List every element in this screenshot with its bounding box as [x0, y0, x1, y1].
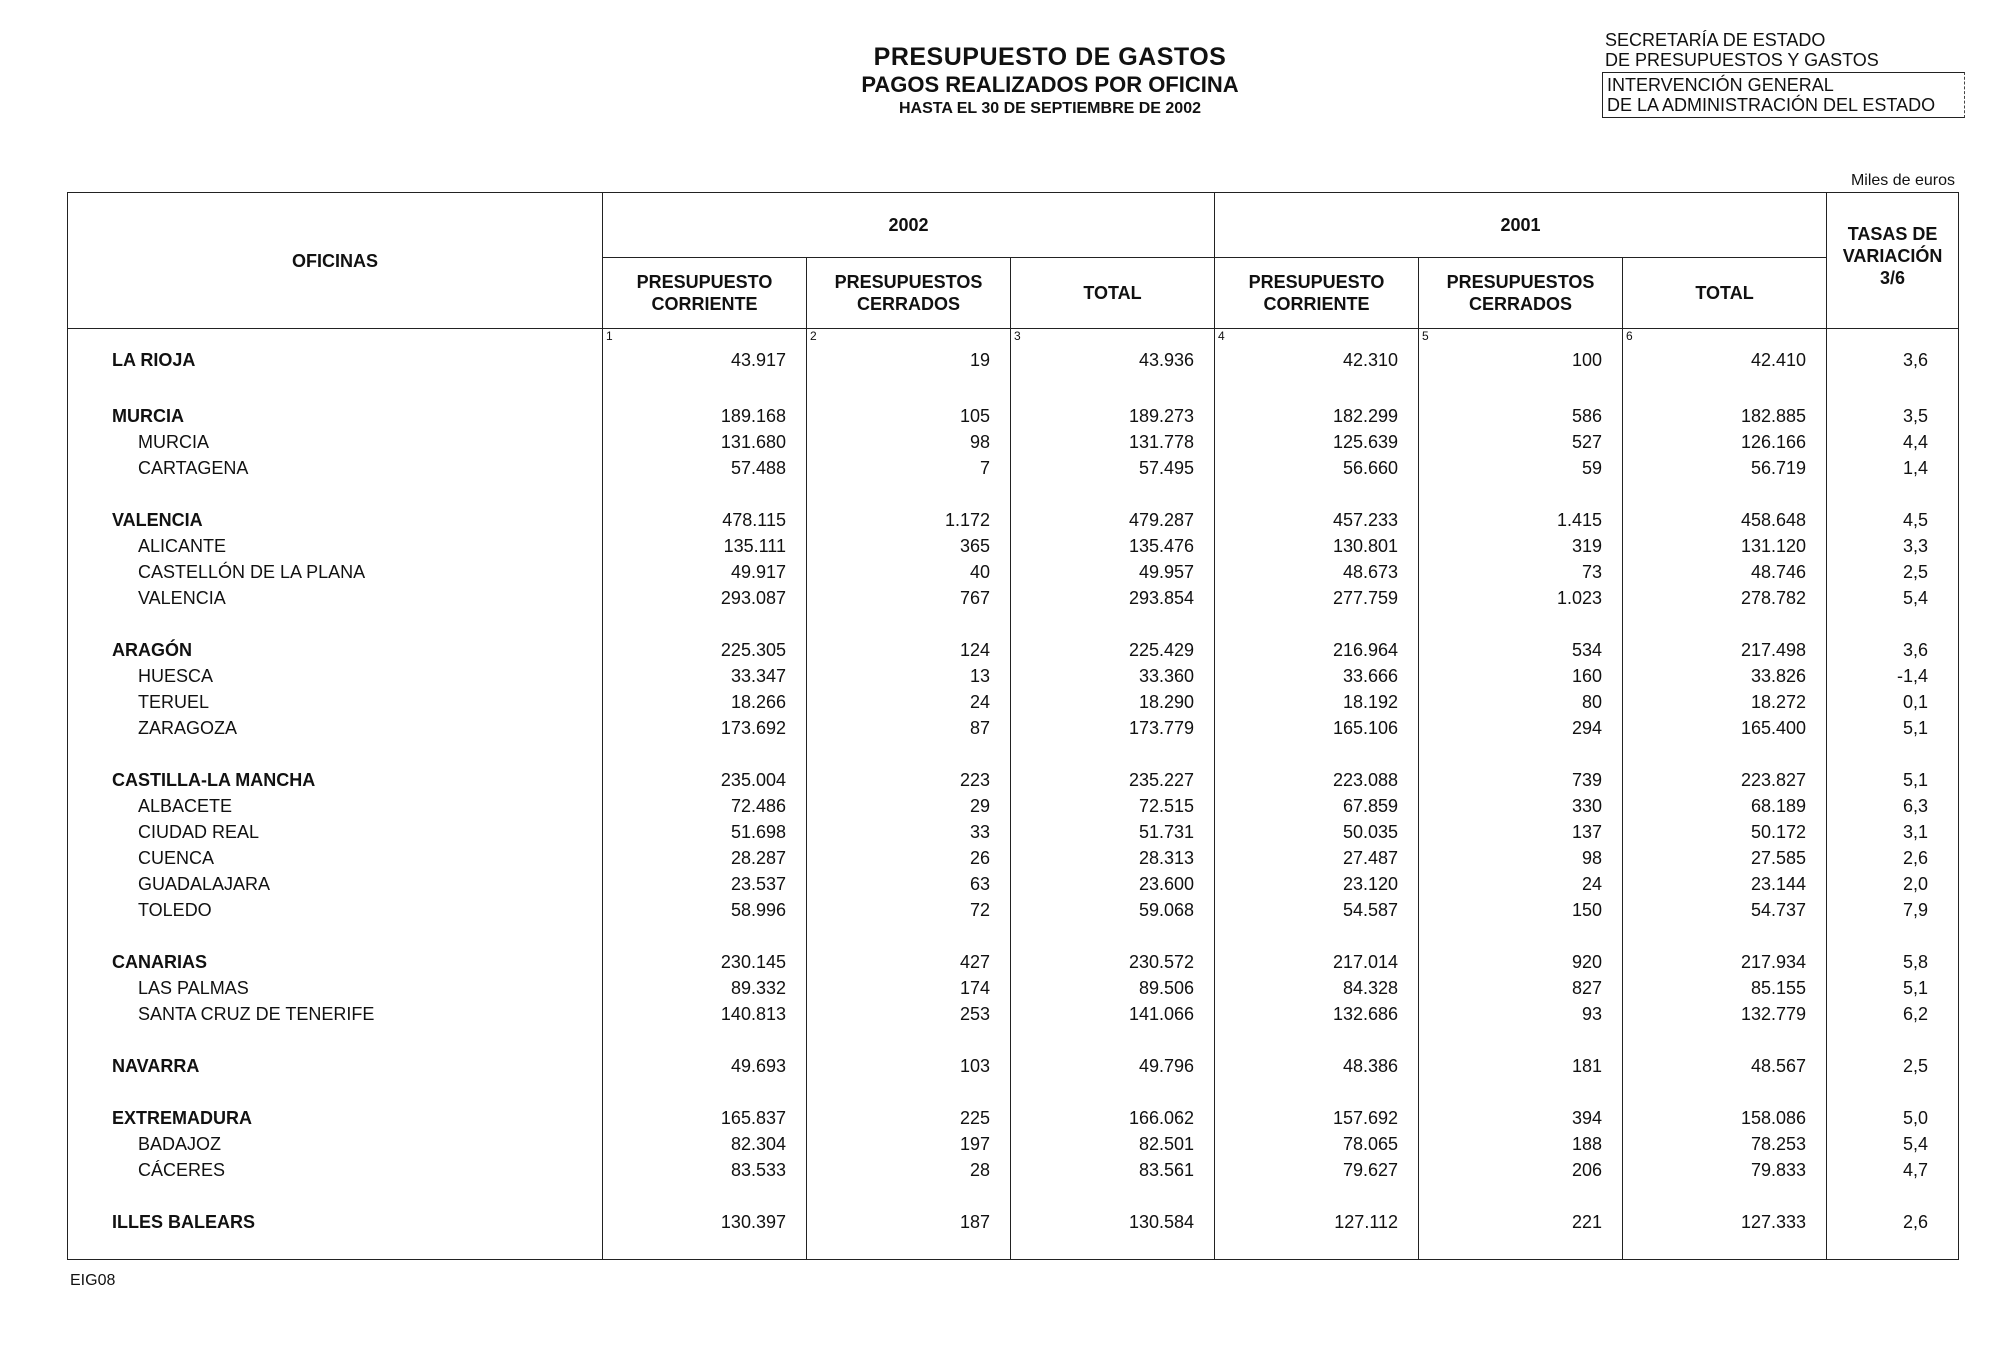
units-label: Miles de euros	[1850, 172, 1955, 189]
variation-rate: 2,5	[1827, 559, 1959, 585]
table-row-office	[68, 663, 1959, 689]
pres-corriente-2001: 56.660	[1215, 455, 1419, 481]
variation-rate: 5,1	[1827, 767, 1959, 793]
header-2002-cerrados: PRESUPUESTOS CERRADOS	[807, 258, 1011, 329]
total-2002: 49.796	[1011, 1053, 1215, 1079]
pres-corriente-2002: 49.693	[603, 1053, 807, 1079]
pres-corriente-2001: 457.233	[1215, 507, 1419, 533]
pres-corriente-2001: 165.106	[1215, 715, 1419, 741]
report-title-block	[700, 42, 1400, 120]
pres-cerrados-2001: 181	[1419, 1053, 1623, 1079]
pres-corriente-2002: 189.168	[603, 403, 807, 429]
table-row-office	[68, 689, 1959, 715]
pres-cerrados-2001: 59	[1419, 455, 1623, 481]
pres-corriente-2002: 131.680	[603, 429, 807, 455]
pres-corriente-2001: 48.673	[1215, 559, 1419, 585]
pres-cerrados-2002: 72	[807, 897, 1011, 923]
variation-rate: 3,6	[1827, 637, 1959, 663]
pres-corriente-2001: 132.686	[1215, 1001, 1419, 1027]
table-row-office	[68, 1131, 1959, 1157]
table-row-office	[68, 715, 1959, 741]
org-box	[1602, 72, 1965, 118]
total-2001: 223.827	[1623, 767, 1827, 793]
column-number: 2	[807, 329, 1011, 344]
pres-corriente-2002: 165.837	[603, 1105, 807, 1131]
table-row-office	[68, 455, 1959, 481]
header-2001-corriente: PRESUPUESTO CORRIENTE	[1215, 258, 1419, 329]
office-name: LAS PALMAS	[68, 975, 603, 1001]
total-2001: 48.746	[1623, 559, 1827, 585]
pres-corriente-2002: 18.266	[603, 689, 807, 715]
pres-cerrados-2002: 225	[807, 1105, 1011, 1131]
variation-rate: 3,1	[1827, 819, 1959, 845]
table-row-office	[68, 1157, 1959, 1183]
column-number-row	[68, 329, 1959, 344]
pres-cerrados-2001: 80	[1419, 689, 1623, 715]
total-2001: 217.934	[1623, 949, 1827, 975]
pres-cerrados-2001: 160	[1419, 663, 1623, 689]
pres-cerrados-2002: 26	[807, 845, 1011, 871]
pres-cerrados-2002: 187	[807, 1209, 1011, 1260]
table-row-region	[68, 637, 1959, 663]
header-2002-corriente: PRESUPUESTO CORRIENTE	[603, 258, 807, 329]
variation-rate: 6,3	[1827, 793, 1959, 819]
total-2001: 18.272	[1623, 689, 1827, 715]
pres-corriente-2002: 225.305	[603, 637, 807, 663]
total-2001: 50.172	[1623, 819, 1827, 845]
pres-cerrados-2001: 100	[1419, 343, 1623, 377]
total-2002: 131.778	[1011, 429, 1215, 455]
table-row-office	[68, 1001, 1959, 1027]
total-2001: 182.885	[1623, 403, 1827, 429]
office-name: CÁCERES	[68, 1157, 603, 1183]
total-2001: 278.782	[1623, 585, 1827, 611]
total-2002: 82.501	[1011, 1131, 1215, 1157]
pres-corriente-2001: 27.487	[1215, 845, 1419, 871]
pres-cerrados-2002: 19	[807, 343, 1011, 377]
pres-cerrados-2002: 33	[807, 819, 1011, 845]
variation-rate: 4,5	[1827, 507, 1959, 533]
pres-cerrados-2002: 87	[807, 715, 1011, 741]
pres-cerrados-2002: 1.172	[807, 507, 1011, 533]
org-line-1: SECRETARÍA DE ESTADO	[1605, 30, 1826, 50]
total-2002: 83.561	[1011, 1157, 1215, 1183]
office-name: GUADALAJARA	[68, 871, 603, 897]
column-number: 3	[1011, 329, 1215, 344]
total-2001: 132.779	[1623, 1001, 1827, 1027]
column-number: 5	[1419, 329, 1623, 344]
pres-cerrados-2002: 7	[807, 455, 1011, 481]
header-year-2001: 2001	[1215, 193, 1827, 258]
spacer-row	[68, 1027, 1959, 1053]
total-2001: 217.498	[1623, 637, 1827, 663]
table-row-region	[68, 1105, 1959, 1131]
table-row-office	[68, 871, 1959, 897]
variation-rate: 2,5	[1827, 1053, 1959, 1079]
pres-cerrados-2001: 1.415	[1419, 507, 1623, 533]
pres-corriente-2001: 18.192	[1215, 689, 1419, 715]
total-2001: 33.826	[1623, 663, 1827, 689]
variation-rate: 3,5	[1827, 403, 1959, 429]
pres-corriente-2001: 125.639	[1215, 429, 1419, 455]
office-name: NAVARRA	[68, 1053, 603, 1079]
pres-corriente-2002: 135.111	[603, 533, 807, 559]
spacer-row	[68, 1183, 1959, 1209]
header-2002-total: TOTAL	[1011, 258, 1215, 329]
office-name: CANARIAS	[68, 949, 603, 975]
variation-rate: 0,1	[1827, 689, 1959, 715]
spacer-row	[68, 377, 1959, 403]
pres-corriente-2001: 182.299	[1215, 403, 1419, 429]
pres-corriente-2001: 42.310	[1215, 343, 1419, 377]
total-2001: 27.585	[1623, 845, 1827, 871]
pres-corriente-2002: 57.488	[603, 455, 807, 481]
variation-rate: 2,0	[1827, 871, 1959, 897]
pres-corriente-2001: 78.065	[1215, 1131, 1419, 1157]
total-2001: 126.166	[1623, 429, 1827, 455]
total-2002: 72.515	[1011, 793, 1215, 819]
variation-rate: 2,6	[1827, 1209, 1959, 1260]
report-date: HASTA EL 30 DE SEPTIEMBRE DE 2002	[898, 100, 1201, 117]
pres-cerrados-2002: 29	[807, 793, 1011, 819]
variation-rate: 5,0	[1827, 1105, 1959, 1131]
org-line-2: DE PRESUPUESTOS Y GASTOS	[1605, 50, 1879, 70]
header-2001-cerrados: PRESUPUESTOS CERRADOS	[1419, 258, 1623, 329]
pres-cerrados-2002: 223	[807, 767, 1011, 793]
variation-rate: 5,1	[1827, 715, 1959, 741]
variation-rate: 5,4	[1827, 585, 1959, 611]
total-2002: 18.290	[1011, 689, 1215, 715]
table-row-office	[68, 793, 1959, 819]
report-subtitle: PAGOS REALIZADOS POR OFICINA	[861, 72, 1239, 97]
pres-corriente-2001: 33.666	[1215, 663, 1419, 689]
pres-cerrados-2001: 294	[1419, 715, 1623, 741]
pres-cerrados-2002: 174	[807, 975, 1011, 1001]
pres-corriente-2001: 216.964	[1215, 637, 1419, 663]
column-number: 4	[1215, 329, 1419, 344]
table-row-region	[68, 343, 1959, 377]
pres-cerrados-2002: 40	[807, 559, 1011, 585]
pres-cerrados-2002: 63	[807, 871, 1011, 897]
total-2001: 127.333	[1623, 1209, 1827, 1260]
report-title: PRESUPUESTO DE GASTOS	[873, 43, 1227, 71]
pres-corriente-2002: 293.087	[603, 585, 807, 611]
report-code: EIG08	[70, 1272, 116, 1289]
table-row-region	[68, 949, 1959, 975]
table-row-region	[68, 1053, 1959, 1079]
pres-cerrados-2001: 221	[1419, 1209, 1623, 1260]
total-2002: 293.854	[1011, 585, 1215, 611]
office-name: MURCIA	[68, 403, 603, 429]
spacer-row	[68, 923, 1959, 949]
pres-corriente-2002: 140.813	[603, 1001, 807, 1027]
office-name: HUESCA	[68, 663, 603, 689]
spacer-row	[68, 481, 1959, 507]
total-2002: 57.495	[1011, 455, 1215, 481]
pres-cerrados-2002: 365	[807, 533, 1011, 559]
org-line-4: DE LA ADMINISTRACIÓN DEL ESTADO	[1607, 95, 1936, 115]
header-rate: TASAS DE VARIACIÓN 3/6	[1827, 193, 1959, 329]
office-name: ZARAGOZA	[68, 715, 603, 741]
pres-corriente-2001: 50.035	[1215, 819, 1419, 845]
total-2002: 135.476	[1011, 533, 1215, 559]
pres-corriente-2001: 54.587	[1215, 897, 1419, 923]
pres-corriente-2002: 83.533	[603, 1157, 807, 1183]
pres-corriente-2001: 67.859	[1215, 793, 1419, 819]
pres-corriente-2002: 82.304	[603, 1131, 807, 1157]
office-name: VALENCIA	[68, 585, 603, 611]
total-2001: 131.120	[1623, 533, 1827, 559]
pres-cerrados-2001: 1.023	[1419, 585, 1623, 611]
pres-corriente-2001: 79.627	[1215, 1157, 1419, 1183]
variation-rate: 5,8	[1827, 949, 1959, 975]
header-2001-total: TOTAL	[1623, 258, 1827, 329]
column-number: 1	[603, 329, 807, 344]
table-row-region	[68, 403, 1959, 429]
total-2001: 56.719	[1623, 455, 1827, 481]
table-body	[68, 329, 1959, 1260]
pres-corriente-2002: 58.996	[603, 897, 807, 923]
office-name: CASTILLA-LA MANCHA	[68, 767, 603, 793]
total-2002: 235.227	[1011, 767, 1215, 793]
office-name: CASTELLÓN DE LA PLANA	[68, 559, 603, 585]
office-name: ALICANTE	[68, 533, 603, 559]
pres-corriente-2002: 89.332	[603, 975, 807, 1001]
office-name: SANTA CRUZ DE TENERIFE	[68, 1001, 603, 1027]
variation-rate: 3,6	[1827, 343, 1959, 377]
pres-cerrados-2001: 206	[1419, 1157, 1623, 1183]
pres-cerrados-2001: 330	[1419, 793, 1623, 819]
pres-cerrados-2001: 739	[1419, 767, 1623, 793]
total-2002: 23.600	[1011, 871, 1215, 897]
office-name: EXTREMADURA	[68, 1105, 603, 1131]
office-name: ARAGÓN	[68, 637, 603, 663]
variation-rate: 1,4	[1827, 455, 1959, 481]
total-2002: 33.360	[1011, 663, 1215, 689]
pres-cerrados-2002: 105	[807, 403, 1011, 429]
total-2002: 225.429	[1011, 637, 1215, 663]
pres-cerrados-2001: 534	[1419, 637, 1623, 663]
table-row-region	[68, 767, 1959, 793]
total-2001: 68.189	[1623, 793, 1827, 819]
table-row-office	[68, 819, 1959, 845]
pres-corriente-2002: 72.486	[603, 793, 807, 819]
header-year-2002: 2002	[603, 193, 1215, 258]
payments-table	[67, 192, 1959, 1260]
pres-corriente-2002: 28.287	[603, 845, 807, 871]
table-row-office	[68, 897, 1959, 923]
table-row-office	[68, 429, 1959, 455]
spacer-row	[68, 611, 1959, 637]
pres-corriente-2002: 49.917	[603, 559, 807, 585]
total-2001: 78.253	[1623, 1131, 1827, 1157]
office-name: MURCIA	[68, 429, 603, 455]
table-row-office	[68, 585, 1959, 611]
spacer-row	[68, 1079, 1959, 1105]
pres-corriente-2002: 33.347	[603, 663, 807, 689]
total-2001: 23.144	[1623, 871, 1827, 897]
variation-rate: 3,3	[1827, 533, 1959, 559]
table-row-region	[68, 1209, 1959, 1260]
total-2001: 85.155	[1623, 975, 1827, 1001]
pres-corriente-2002: 230.145	[603, 949, 807, 975]
pres-corriente-2002: 51.698	[603, 819, 807, 845]
pres-cerrados-2001: 150	[1419, 897, 1623, 923]
total-2001: 158.086	[1623, 1105, 1827, 1131]
pres-cerrados-2002: 13	[807, 663, 1011, 689]
total-2002: 51.731	[1011, 819, 1215, 845]
variation-rate: 4,7	[1827, 1157, 1959, 1183]
pres-cerrados-2001: 920	[1419, 949, 1623, 975]
variation-rate: -1,4	[1827, 663, 1959, 689]
pres-cerrados-2001: 137	[1419, 819, 1623, 845]
pres-cerrados-2001: 527	[1419, 429, 1623, 455]
office-name: CARTAGENA	[68, 455, 603, 481]
variation-rate: 7,9	[1827, 897, 1959, 923]
office-name: CUENCA	[68, 845, 603, 871]
pres-corriente-2002: 173.692	[603, 715, 807, 741]
pres-cerrados-2002: 103	[807, 1053, 1011, 1079]
pres-cerrados-2001: 319	[1419, 533, 1623, 559]
pres-cerrados-2001: 24	[1419, 871, 1623, 897]
pres-cerrados-2001: 586	[1419, 403, 1623, 429]
total-2001: 42.410	[1623, 343, 1827, 377]
total-2002: 43.936	[1011, 343, 1215, 377]
variation-rate: 6,2	[1827, 1001, 1959, 1027]
pres-cerrados-2002: 24	[807, 689, 1011, 715]
pres-cerrados-2001: 98	[1419, 845, 1623, 871]
pres-cerrados-2002: 767	[807, 585, 1011, 611]
pres-cerrados-2001: 394	[1419, 1105, 1623, 1131]
office-name: VALENCIA	[68, 507, 603, 533]
pres-cerrados-2001: 93	[1419, 1001, 1623, 1027]
total-2001: 48.567	[1623, 1053, 1827, 1079]
pres-corriente-2001: 48.386	[1215, 1053, 1419, 1079]
total-2002: 130.584	[1011, 1209, 1215, 1260]
total-2001: 79.833	[1623, 1157, 1827, 1183]
pres-cerrados-2002: 98	[807, 429, 1011, 455]
org-line-3: INTERVENCIÓN GENERAL	[1607, 75, 1834, 95]
total-2002: 28.313	[1011, 845, 1215, 871]
total-2002: 49.957	[1011, 559, 1215, 585]
variation-rate: 5,1	[1827, 975, 1959, 1001]
pres-corriente-2002: 130.397	[603, 1209, 807, 1260]
pres-corriente-2001: 157.692	[1215, 1105, 1419, 1131]
office-name: LA RIOJA	[68, 343, 603, 377]
table-row-office	[68, 845, 1959, 871]
organization-block	[1605, 30, 1965, 118]
pres-corriente-2002: 235.004	[603, 767, 807, 793]
total-2002: 141.066	[1011, 1001, 1215, 1027]
pres-corriente-2001: 217.014	[1215, 949, 1419, 975]
pres-cerrados-2001: 73	[1419, 559, 1623, 585]
pres-corriente-2001: 84.328	[1215, 975, 1419, 1001]
office-name: CIUDAD REAL	[68, 819, 603, 845]
office-name: TERUEL	[68, 689, 603, 715]
total-2002: 89.506	[1011, 975, 1215, 1001]
pres-cerrados-2002: 197	[807, 1131, 1011, 1157]
variation-rate: 5,4	[1827, 1131, 1959, 1157]
variation-rate: 2,6	[1827, 845, 1959, 871]
header-oficinas: OFICINAS	[68, 193, 603, 329]
pres-cerrados-2002: 124	[807, 637, 1011, 663]
table-row-office	[68, 975, 1959, 1001]
pres-corriente-2002: 43.917	[603, 343, 807, 377]
pres-cerrados-2002: 427	[807, 949, 1011, 975]
total-2002: 189.273	[1011, 403, 1215, 429]
total-2002: 59.068	[1011, 897, 1215, 923]
column-number: 6	[1623, 329, 1827, 344]
pres-corriente-2001: 127.112	[1215, 1209, 1419, 1260]
pres-cerrados-2002: 253	[807, 1001, 1011, 1027]
total-2002: 173.779	[1011, 715, 1215, 741]
office-name: TOLEDO	[68, 897, 603, 923]
pres-corriente-2002: 478.115	[603, 507, 807, 533]
total-2001: 458.648	[1623, 507, 1827, 533]
total-2002: 230.572	[1011, 949, 1215, 975]
pres-corriente-2001: 277.759	[1215, 585, 1419, 611]
total-2002: 166.062	[1011, 1105, 1215, 1131]
table-row-region	[68, 507, 1959, 533]
office-name: BADAJOZ	[68, 1131, 603, 1157]
total-2001: 165.400	[1623, 715, 1827, 741]
pres-cerrados-2001: 188	[1419, 1131, 1623, 1157]
variation-rate: 4,4	[1827, 429, 1959, 455]
pres-corriente-2002: 23.537	[603, 871, 807, 897]
pres-corriente-2001: 23.120	[1215, 871, 1419, 897]
total-2002: 479.287	[1011, 507, 1215, 533]
table-row-office	[68, 533, 1959, 559]
pres-corriente-2001: 130.801	[1215, 533, 1419, 559]
total-2001: 54.737	[1623, 897, 1827, 923]
office-name: ILLES BALEARS	[68, 1209, 603, 1260]
table-row-office	[68, 559, 1959, 585]
spacer-row	[68, 741, 1959, 767]
office-name: ALBACETE	[68, 793, 603, 819]
pres-cerrados-2001: 827	[1419, 975, 1623, 1001]
pres-corriente-2001: 223.088	[1215, 767, 1419, 793]
pres-cerrados-2002: 28	[807, 1157, 1011, 1183]
